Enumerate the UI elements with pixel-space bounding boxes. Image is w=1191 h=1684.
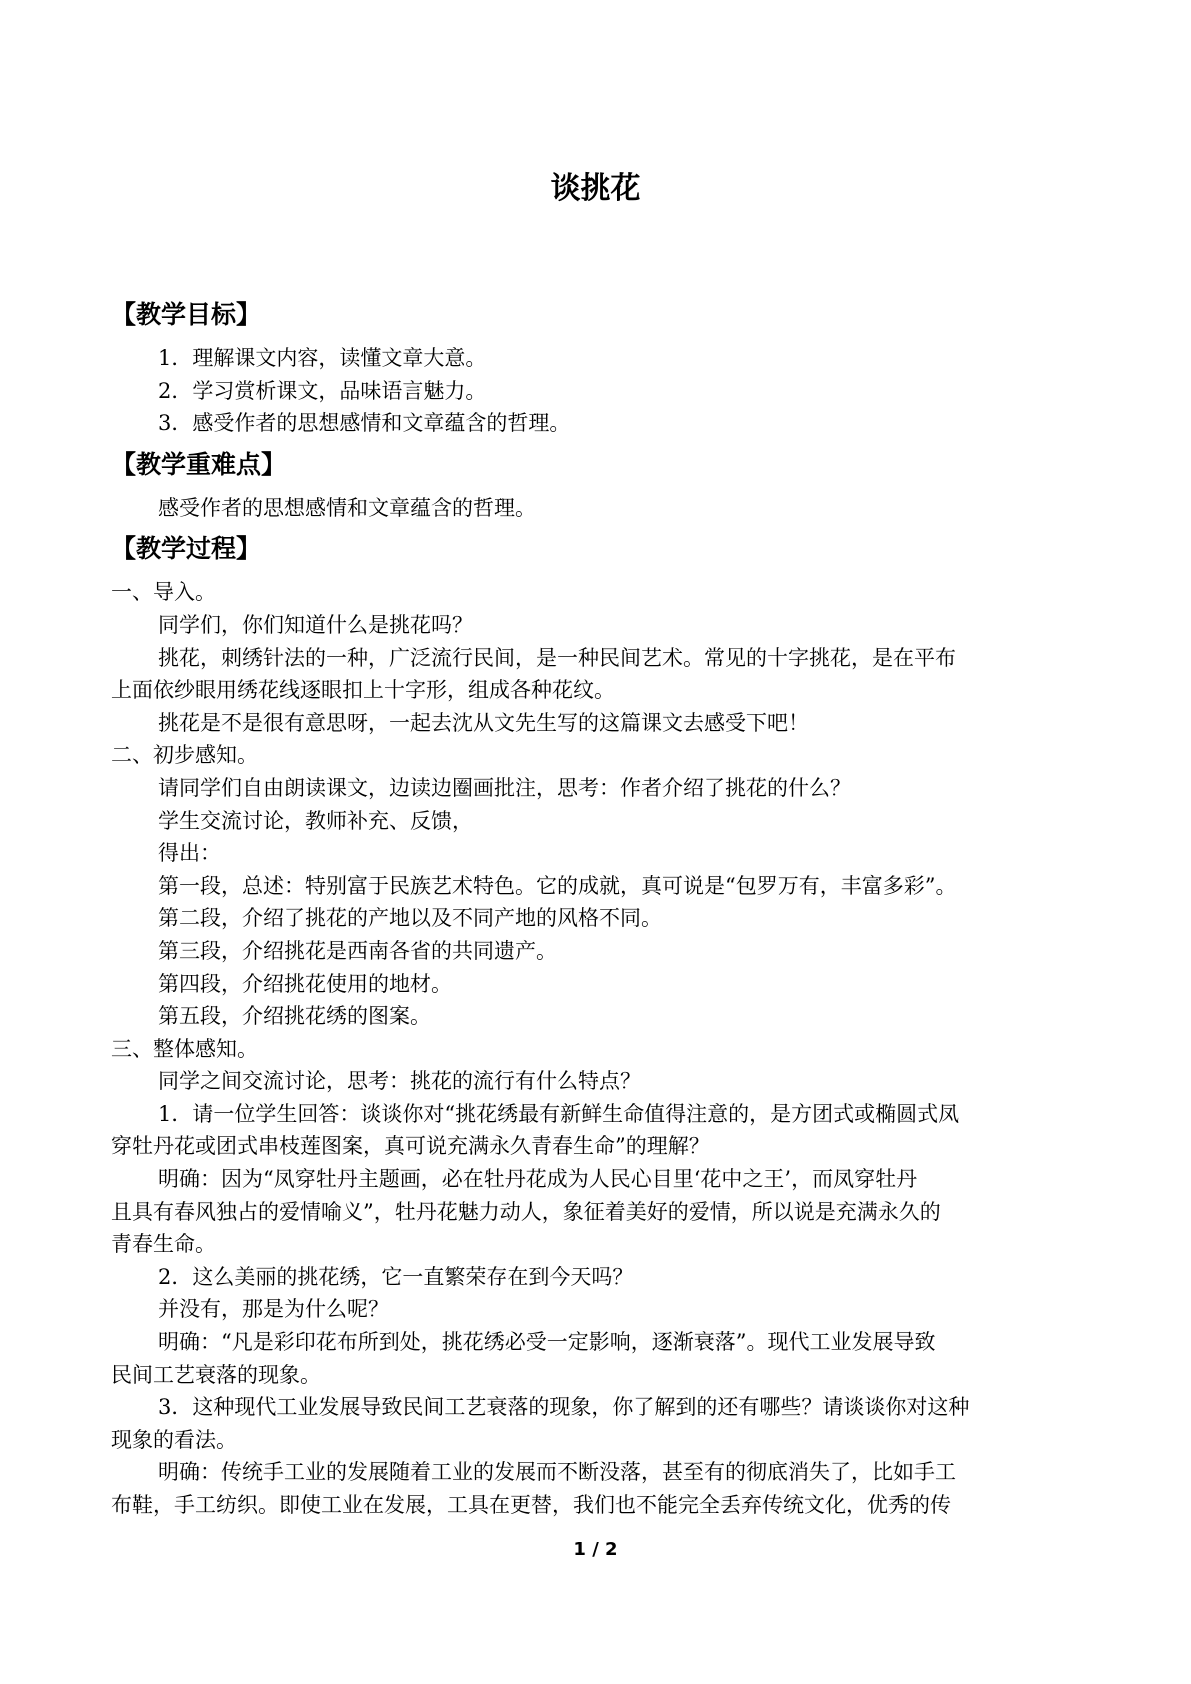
process-text: 1．请一位学生回答：谈谈你对“挑花绣最有新鲜生命值得注意的，是方团式或椭圆式凤 bbox=[158, 1101, 960, 1126]
process-text: 明确：传统手工业的发展随着工业的发展而不断没落，甚至有的彻底消失了，比如手工 bbox=[158, 1460, 956, 1485]
process-text: 明确：“凡是彩印花布所到处，挑花绣必受一定影响，逐渐衰落”。现代工业发展导致 bbox=[158, 1330, 936, 1355]
process-text: 第三段，介绍挑花是西南各省的共同遗产。 bbox=[158, 938, 557, 963]
goal-item: 3．感受作者的思想感情和文章蕴含的哲理。 bbox=[158, 411, 571, 436]
process-text: 得出： bbox=[158, 841, 221, 866]
process-text: 同学之间交流讨论，思考：挑花的流行有什么特点？ bbox=[158, 1069, 641, 1094]
goal-item: 2．学习赏析课文，品味语言魅力。 bbox=[158, 378, 487, 403]
goal-item: 1．理解课文内容，读懂文章大意。 bbox=[158, 346, 487, 370]
page-number: 1 / 2 bbox=[573, 1539, 618, 1560]
process-step-title: 一、导入。 bbox=[111, 580, 216, 605]
process-text: 青春生命。 bbox=[111, 1232, 216, 1257]
process-text: 请同学们自由朗读课文，边读边圈画批注，思考：作者介绍了挑花的什么？ bbox=[158, 775, 851, 800]
key-points-text: 感受作者的思想感情和文章蕴含的哲理。 bbox=[158, 495, 536, 520]
process-step-title: 三、整体感知。 bbox=[111, 1036, 258, 1061]
process-text: 上面依纱眼用绣花线逐眼扣上十字形，组成各种花纹。 bbox=[111, 678, 615, 703]
process-text: 学生交流讨论，教师补充、反馈， bbox=[158, 808, 473, 833]
process-text: 且具有春风独占的爱情喻义”，牡丹花魅力动人，象征着美好的爱情，所以说是充满永久的 bbox=[111, 1199, 941, 1224]
process-text: 布鞋，手工纺织。即使工业在发展，工具在更替，我们也不能完全丢弃传统文化，优秀的传 bbox=[111, 1493, 951, 1517]
process-text: 挑花，刺绣针法的一种，广泛流行民间，是一种民间艺术。常见的十字挑花，是在平布 bbox=[158, 645, 956, 670]
section-heading-goals: 【教学目标】 bbox=[111, 300, 262, 329]
process-text: 现象的看法。 bbox=[111, 1427, 237, 1452]
section-heading-process: 【教学过程】 bbox=[111, 534, 262, 564]
process-text: 并没有，那是为什么呢？ bbox=[158, 1297, 389, 1322]
page-title: 谈挑花 bbox=[550, 171, 641, 206]
process-text: 第一段，总述：特别富于民族艺术特色。它的成就，真可说是“包罗万有，丰富多彩”。 bbox=[158, 873, 957, 898]
process-text: 3．这种现代工业发展导致民间工艺衰落的现象，你了解到的还有哪些？请谈谈你对这种 bbox=[158, 1395, 970, 1420]
process-text: 同学们，你们知道什么是挑花吗？ bbox=[158, 612, 473, 637]
process-step-title: 二、初步感知。 bbox=[111, 743, 258, 768]
process-text: 明确：因为“凤穿牡丹主题画，必在牡丹花成为人民心目里‘花中之王’，而凤穿牡丹 bbox=[158, 1167, 918, 1192]
document-body bbox=[111, 296, 1091, 1522]
process-text: 挑花是不是很有意思呀，一起去沈从文先生写的这篇课文去感受下吧！ bbox=[158, 710, 809, 735]
process-text: 第四段，介绍挑花使用的地材。 bbox=[158, 971, 452, 996]
process-text: 民间工艺衰落的现象。 bbox=[111, 1362, 321, 1387]
section-heading-key-points: 【教学重难点】 bbox=[111, 449, 287, 479]
process-text: 2．这么美丽的挑花绣，它一直繁荣存在到今天吗？ bbox=[158, 1264, 634, 1289]
process-text: 第二段，介绍了挑花的产地以及不同产地的风格不同。 bbox=[158, 906, 662, 931]
process-text: 穿牡丹花或团式串枝莲图案，真可说充满永久青春生命”的理解？ bbox=[111, 1134, 710, 1159]
process-text: 第五段，介绍挑花绣的图案。 bbox=[158, 1004, 431, 1029]
